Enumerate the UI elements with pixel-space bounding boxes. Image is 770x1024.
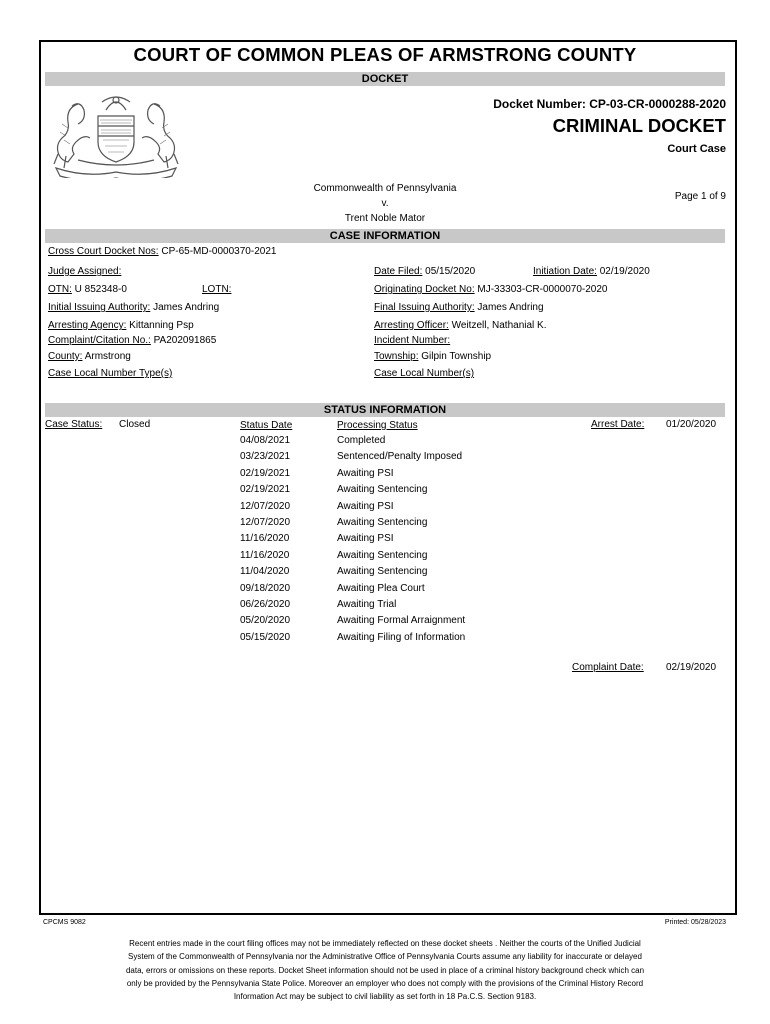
field-label: Case Status: — [45, 419, 103, 430]
status-date: 12/07/2020 — [240, 517, 291, 528]
field-value: Closed — [119, 419, 151, 430]
cross-court-docket — [48, 246, 276, 257]
disclaimer-line: Recent entries made in the court filing offices may not be immediately reflected on these docket sheets . Neither the courts of the Unified Judicial — [129, 939, 641, 948]
field-label: Judge Assigned: — [48, 266, 122, 277]
status-date: 05/15/2020 — [240, 631, 291, 643]
caption-versus: v. — [381, 198, 389, 209]
date-filed — [374, 266, 475, 277]
field-value: Gilpin Township — [421, 351, 492, 362]
field-label: Date Filed: — [374, 266, 423, 277]
disclaimer-line: System of the Commonwealth of Pennsylvania nor the Administrative Office of Pennsylvania Courts assume any liability for inaccurate or delayed — [128, 952, 642, 962]
field-value: Weitzell, Nathanial K. — [451, 320, 547, 331]
status-date: 03/23/2021 — [240, 451, 291, 463]
disclaimer-line: Information Act may be subject to civil liability as set forth in 18 Pa.C.S. Section 9183. — [233, 992, 537, 1002]
field-label: Arresting Agency: — [48, 320, 127, 331]
field-value: Armstrong — [84, 351, 131, 362]
pennsylvania-seal-icon — [48, 94, 184, 178]
field-value: CP-65-MD-0000370-2021 — [161, 246, 277, 257]
docket-type: CRIMINAL DOCKET — [552, 115, 726, 136]
printed-date: Printed: 05/28/2023 — [664, 919, 726, 926]
arresting-agency — [48, 320, 194, 331]
arrest-date-label: Arrest Date: — [591, 419, 645, 430]
field-value: MJ-33303-CR-0000070-2020 — [477, 284, 608, 295]
arresting-officer — [374, 320, 546, 331]
field-value: 02/19/2020 — [599, 266, 650, 277]
court-title: COURT OF COMMON PLEAS OF ARMSTRONG COUNTY — [133, 44, 637, 65]
field-label: Initial Issuing Authority: — [48, 302, 151, 313]
status-date: 11/04/2020 — [240, 566, 290, 578]
status-information-band: STATUS INFORMATION — [45, 403, 725, 417]
field-label: Arresting Officer: — [374, 320, 449, 331]
lotn — [202, 284, 231, 295]
field-label: Originating Docket No: — [374, 284, 475, 295]
incident-number — [374, 335, 450, 346]
field-value: James Andring — [477, 302, 544, 313]
originating-docket-no — [374, 284, 607, 295]
arrest-date-value: 01/20/2020 — [666, 419, 717, 430]
complaint-date-label: Complaint Date: — [572, 662, 644, 673]
docket-band: DOCKET — [45, 72, 725, 86]
field-label: Township: — [374, 351, 419, 362]
processing-status: Completed — [337, 435, 386, 446]
judge-assigned — [48, 266, 121, 277]
initiation-date — [533, 266, 650, 277]
processing-status: Awaiting Sentencing — [337, 484, 428, 496]
status-date: 02/19/2021 — [240, 484, 291, 496]
processing-status: Awaiting Plea Court — [337, 582, 425, 594]
case-status — [45, 419, 150, 430]
field-label: LOTN: — [202, 284, 232, 295]
disclaimer — [80, 937, 690, 1003]
status-date: 06/26/2020 — [240, 599, 291, 610]
field-value: Kittanning Psp — [129, 320, 194, 331]
complaint-date-value: 02/19/2020 — [666, 662, 717, 673]
disclaimer-line: only be provided by the Pennsylvania State Police. Moreover an employer who does not comply with the provisions of the Criminal History Record — [126, 978, 644, 988]
processing-status: Awaiting Sentencing — [337, 566, 428, 578]
field-value: James Andring — [153, 302, 220, 313]
county — [48, 351, 131, 362]
field-label: Complaint/Citation No.: — [48, 335, 151, 346]
processing-status: Awaiting PSI — [337, 500, 394, 512]
caption-defendant: Trent Noble Mator — [344, 213, 426, 224]
case-local-number-type — [48, 368, 172, 379]
disclaimer-line: data, errors or omissions on these reports. Docket Sheet information should not be used in place of a criminal history background check which can — [125, 965, 645, 975]
processing-status: Sentenced/Penalty Imposed — [337, 451, 463, 463]
field-label: County: — [48, 351, 83, 362]
field-value: 05/15/2020 — [425, 266, 476, 277]
field-label: Incident Number: — [374, 335, 451, 346]
case-information-band: CASE INFORMATION — [45, 229, 725, 243]
final-issuing-authority — [374, 302, 544, 313]
processing-status: Awaiting Sentencing — [337, 549, 428, 561]
processing-status-header: Processing Status — [337, 420, 418, 431]
processing-status: Awaiting Trial — [337, 599, 397, 610]
page-indicator: Page 1 of 9 — [674, 191, 726, 202]
field-label: Final Issuing Authority: — [374, 302, 475, 313]
field-label: OTN: — [48, 284, 72, 295]
case-local-numbers — [374, 368, 474, 379]
otn — [48, 284, 127, 295]
field-value: PA202091865 — [153, 335, 217, 346]
processing-status: Awaiting PSI — [337, 533, 394, 545]
caption-plaintiff: Commonwealth of Pennsylvania — [313, 183, 457, 194]
status-date: 11/16/2020 — [240, 533, 290, 545]
status-date: 11/16/2020 — [240, 549, 290, 561]
docket-number: Docket Number: CP-03-CR-0000288-2020 — [493, 97, 726, 111]
status-date: 04/08/2021 — [240, 435, 291, 446]
status-date: 02/19/2021 — [240, 467, 291, 479]
status-date-header: Status Date — [240, 420, 293, 431]
processing-status: Awaiting Formal Arraignment — [337, 615, 466, 627]
field-label: Case Local Number Type(s) — [48, 368, 173, 379]
initial-issuing-authority — [48, 302, 219, 313]
complaint-citation-no — [48, 335, 216, 346]
processing-status: Awaiting PSI — [337, 467, 394, 479]
field-label: Cross Court Docket Nos: — [48, 246, 159, 257]
township — [374, 351, 491, 362]
status-date: 09/18/2020 — [240, 582, 291, 594]
status-date: 05/20/2020 — [240, 615, 291, 627]
processing-status: Awaiting Filing of Information — [337, 631, 466, 643]
processing-status: Awaiting Sentencing — [337, 517, 428, 528]
field-label: Case Local Number(s) — [374, 368, 475, 379]
form-id: CPCMS 9082 — [43, 919, 86, 926]
status-date: 12/07/2020 — [240, 500, 291, 512]
case-kind: Court Case — [667, 143, 726, 155]
field-value: U 852348-0 — [74, 284, 127, 295]
field-label: Initiation Date: — [533, 266, 597, 277]
